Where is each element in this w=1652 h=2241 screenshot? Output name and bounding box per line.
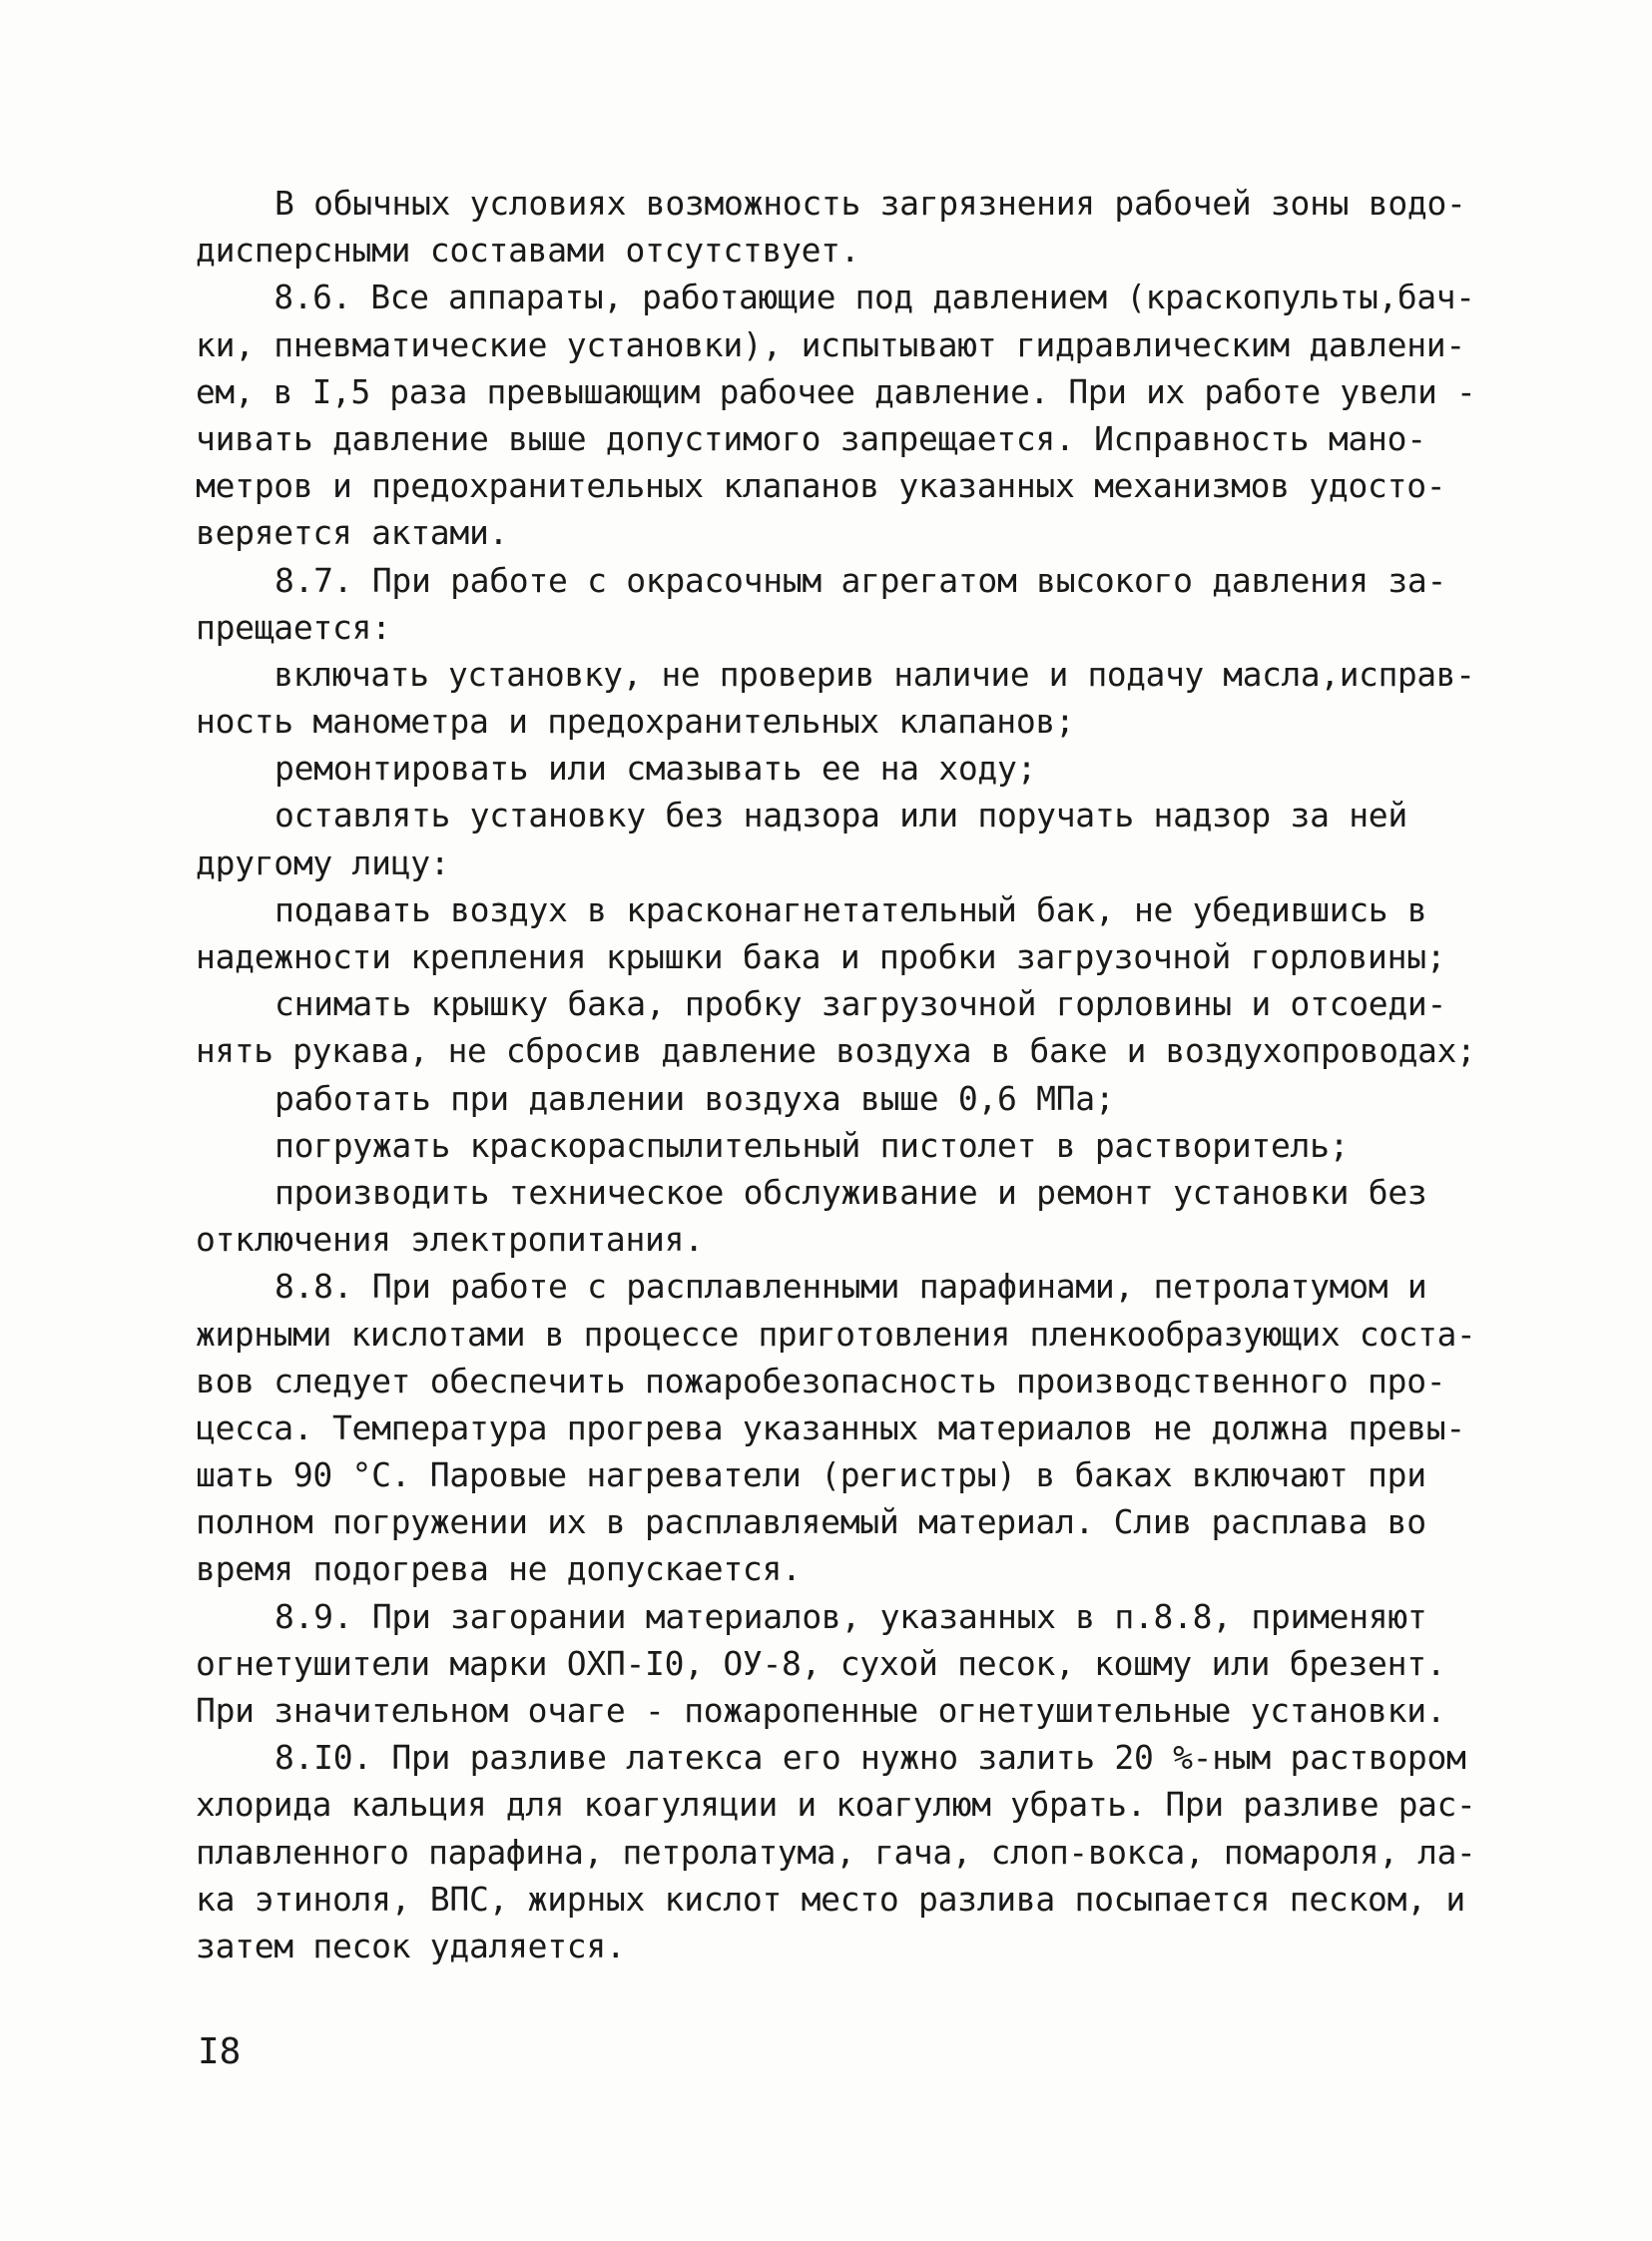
text-line: В обычных условиях возможность загрязнения рабочей зоны водо-	[275, 184, 1466, 223]
text-line: прещается:	[196, 607, 391, 647]
text-line: дисперсными составами отсутствует.	[196, 231, 860, 271]
text-line: полном погружении их в расплавляемый материал. Слив расплава во	[196, 1502, 1426, 1542]
text-line: чивать давление выше допустимого запрещается. Исправность мано-	[196, 418, 1426, 458]
text-line: надежности крепления крышки бака и пробки загрузочной горловины;	[196, 937, 1446, 976]
text-line: 8.9. При загорании материалов, указанных в п.8.8, применяют	[275, 1596, 1427, 1636]
text-line: оставлять установку без надзора или поручать надзор за ней	[275, 796, 1407, 836]
body-text	[196, 180, 1475, 1969]
text-line: ремонтировать или смазывать ее на ходу;	[275, 749, 1037, 789]
text-line: снимать крышку бака, пробку загрузочной горловины и отсоеди-	[275, 984, 1447, 1024]
text-line: ность манометра и предохранительных клапанов;	[196, 702, 1075, 742]
text-line: хлорида кальция для коагуляции и коагулюм убрать. При разливе рас-	[196, 1785, 1476, 1825]
text-line: шать 90 °С. Паровые нагреватели (регистры) в баках включают при	[196, 1455, 1426, 1495]
text-line: 8.7. При работе с окрасочным агрегатом высокого давления за-	[275, 560, 1447, 600]
text-line: нять рукава, не сбросив давление воздуха в баке и воздухопроводах;	[196, 1031, 1476, 1071]
text-line: огнетушители марки ОХП-I0, ОУ-8, сухой песок, кошму или брезент.	[196, 1643, 1446, 1683]
text-line: ки, пневматические установки), испытывают гидравлическим давлени-	[196, 324, 1465, 364]
text-line: плавленного парафина, петролатума, гача, слоп-вокса, помароля, ла-	[196, 1832, 1476, 1872]
text-line: другому лицу:	[196, 842, 450, 882]
text-line: подавать воздух в красконагнетательный бак, не убедившись в	[275, 889, 1427, 929]
text-line: включать установку, не проверив наличие и подачу масла,исправ-	[274, 654, 1475, 694]
text-line: время подогрева не допускается.	[196, 1549, 802, 1589]
text-line: При значительном очаге - пожаропенные огнетушительные установки.	[196, 1691, 1446, 1730]
text-line: работать при давлении воздуха выше 0,6 МПа;	[275, 1078, 1115, 1118]
text-line: 8.8. При работе с расплавленными парафинами, петролатумом и	[275, 1267, 1427, 1307]
text-line: производить техническое обслуживание и ремонт установки без	[275, 1172, 1427, 1212]
text-line: ка этиноля, ВПС, жирных кислот место разлива посыпается песком, и	[196, 1879, 1465, 1919]
text-line: затем песок удаляется.	[196, 1926, 626, 1965]
text-line: 8.I0. При разливе латекса его нужно залить 20 %-ным раствором	[275, 1738, 1466, 1778]
text-line: веряется актами.	[196, 513, 509, 553]
text-line: метров и предохранительных клапанов указанных механизмов удосто-	[196, 466, 1446, 506]
text-line: цесса. Температура прогрева указанных материалов не должна превы-	[196, 1407, 1465, 1447]
text-line: 8.6. Все аппараты, работающие под давлением (краскопульты,бач-	[274, 278, 1475, 317]
text-line: ем, в I,5 раза превышающим рабочее давление. При их работе увели -	[196, 371, 1476, 411]
text-line: погружать краскораспылительный пистолет в растворитель;	[275, 1125, 1350, 1165]
text-line: вов следует обеспечить пожаробезопасность производственного про-	[196, 1361, 1446, 1401]
text-line: жирными кислотами в процессе приготовления пленкообразующих соста-	[196, 1314, 1476, 1354]
text-line: отключения электропитания.	[196, 1220, 704, 1260]
page-number: I8	[198, 2031, 242, 2072]
